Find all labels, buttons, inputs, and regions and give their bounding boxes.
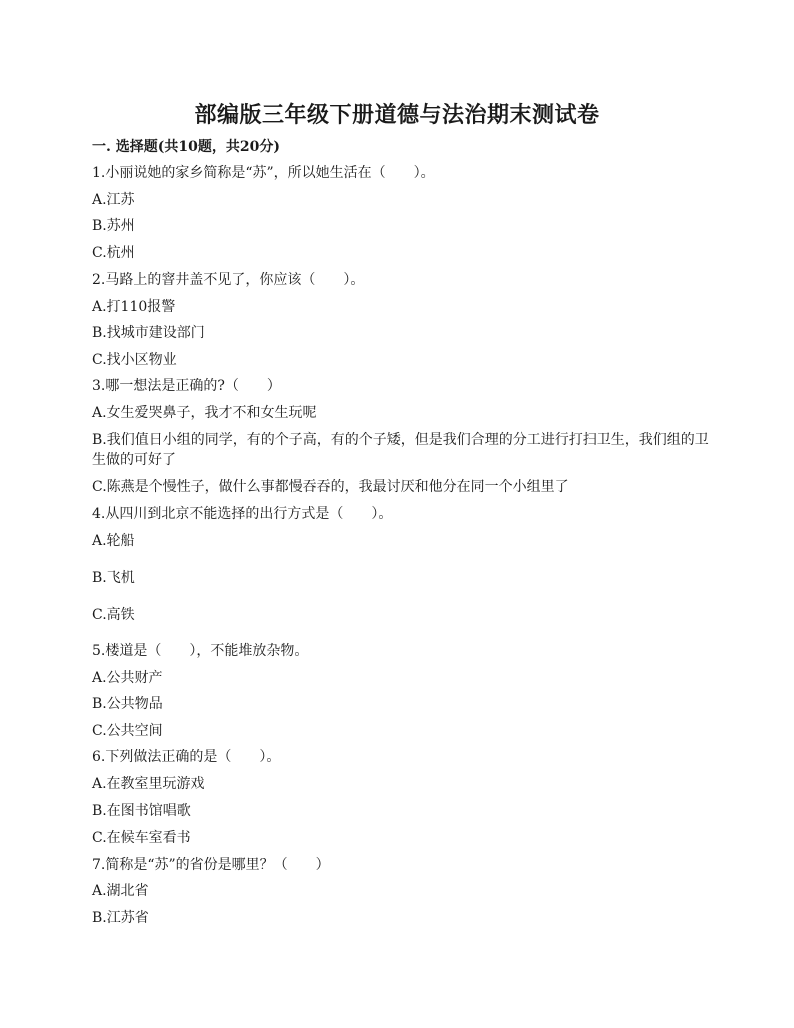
question-5-stem: 5.楼道是（ ），不能堆放杂物。 xyxy=(92,643,309,659)
question-2-option-a: A.打110报警 xyxy=(92,299,176,315)
question-7-stem: 7.简称是“苏”的省份是哪里？（ ） xyxy=(92,857,330,873)
question-6-option-c: C.在候车室看书 xyxy=(92,830,191,846)
question-3-option-c: C.陈燕是个慢性子，做什么事都慢吞吞的，我最讨厌和他分在同一个小组里了 xyxy=(92,479,569,495)
question-1-option-b: B.苏州 xyxy=(92,218,135,234)
question-3-option-b: B.我们值日小组的同学，有的个子高，有的个子矮，但是我们合理的分工进行打扫卫生，我们组的卫生做的可好了 xyxy=(92,432,709,468)
question-3-option-a: A.女生爱哭鼻子，我才不和女生玩呢 xyxy=(92,405,317,421)
section-header: 一. 选择题(共10题，共20分) xyxy=(92,139,280,155)
question-2-option-b: B.找城市建设部门 xyxy=(92,325,205,341)
question-5-option-b: B.公共物品 xyxy=(92,696,163,712)
question-7-option-a: A.湖北省 xyxy=(92,883,149,899)
question-4-option-c: C.高铁 xyxy=(92,607,135,623)
question-6-stem: 6.下列做法正确的是（ ）。 xyxy=(92,749,281,765)
question-6-option-a: A.在教室里玩游戏 xyxy=(92,776,205,792)
question-5-option-a: A.公共财产 xyxy=(92,670,163,686)
page-title: 部编版三年级下册道德与法治期末测试卷 xyxy=(194,102,600,128)
question-5-option-c: C.公共空间 xyxy=(92,723,163,739)
question-3-stem: 3.哪一想法是正确的?（ ） xyxy=(92,378,281,394)
question-4-option-a: A.轮船 xyxy=(92,533,135,549)
question-6-option-b: B.在图书馆唱歌 xyxy=(92,803,191,819)
question-1-option-c: C.杭州 xyxy=(92,245,135,261)
question-7-option-b: B.江苏省 xyxy=(92,910,149,926)
question-1-option-a: A.江苏 xyxy=(92,192,135,208)
question-2-option-c: C.找小区物业 xyxy=(92,352,177,368)
question-4-option-b: B.飞机 xyxy=(92,570,135,586)
question-4-stem: 4.从四川到北京不能选择的出行方式是（ ）。 xyxy=(92,506,393,522)
question-2-stem: 2.马路上的窨井盖不见了，你应该（ ）。 xyxy=(92,272,365,288)
question-1-stem: 1.小丽说她的家乡简称是“苏”，所以她生活在（ ）。 xyxy=(92,165,435,181)
